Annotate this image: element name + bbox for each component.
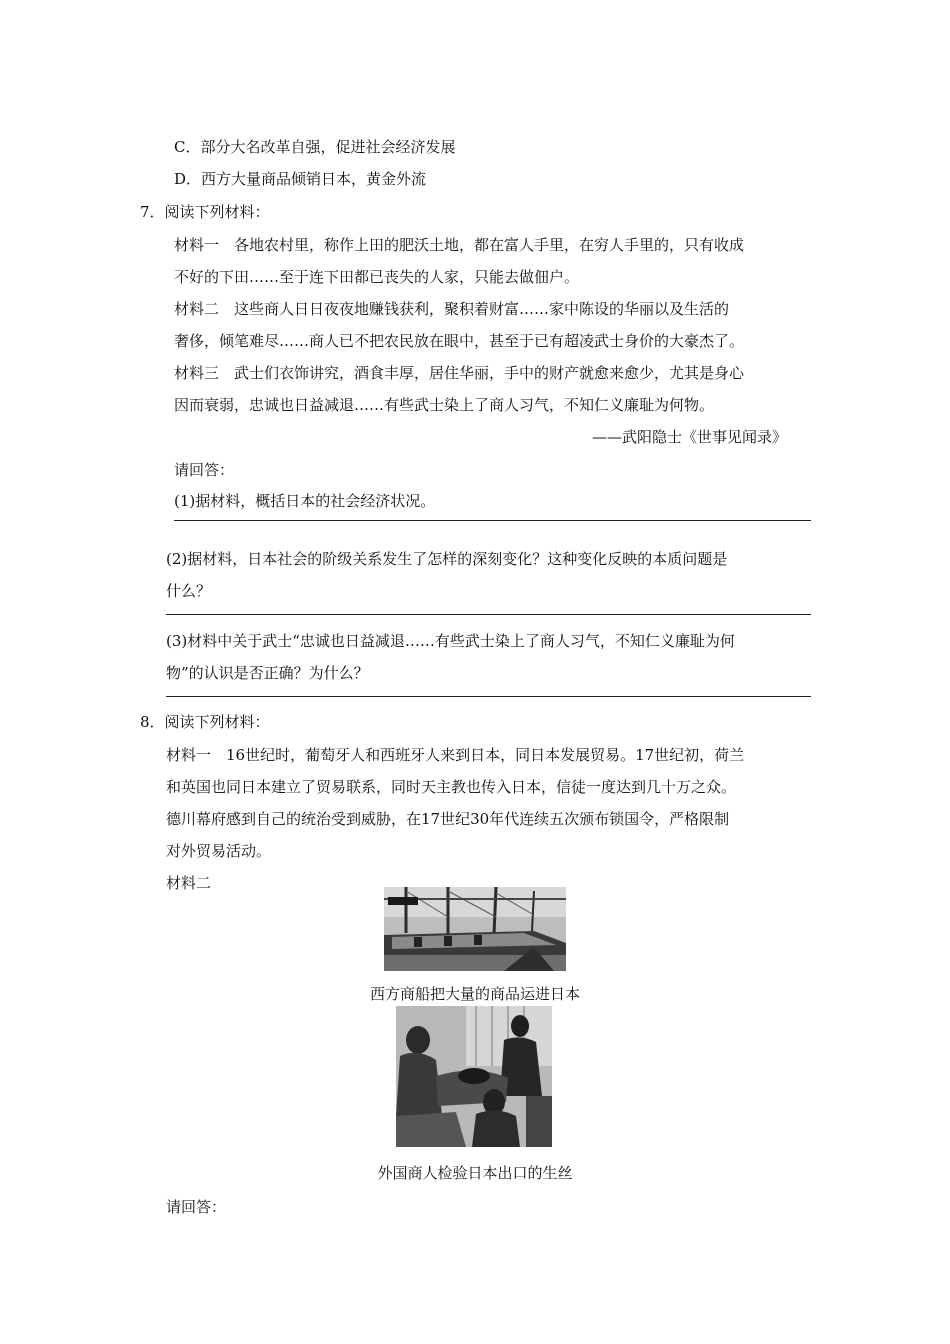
q7-material1-line2: 不好的下田……至于连下田都已丧失的人家，只能去做佃户。 [174, 268, 580, 286]
answer-line-1[interactable] [174, 520, 811, 521]
q7-sub2-line2: 什么？ [166, 582, 212, 600]
q7-sub2-line1: (2)据材料，日本社会的阶级关系发生了怎样的深刻变化？这种变化反映的本质问题是 [166, 550, 728, 568]
q8-material1-line2: 和英国也同日本建立了贸易联系，同时天主教也传入日本，信徒一度达到几十万之众。 [166, 778, 737, 796]
q8-material1-line4: 对外贸易活动。 [166, 842, 272, 860]
image2-caption: 外国商人检验日本出口的生丝 [377, 1164, 573, 1182]
q8-material1-line1: 材料一 16世纪时，葡萄牙人和西班牙人来到日本，同日本发展贸易。17世纪初，荷兰 [166, 746, 745, 764]
q7-material2-line1: 材料二 这些商人日日夜夜地赚钱获利，聚积着财富……家中陈设的华丽以及生活的 [174, 300, 730, 318]
answer-line-3[interactable] [166, 696, 811, 697]
q7-stem: 7．阅读下列材料： [140, 203, 270, 221]
q6-option-d: D．西方大量商品倾销日本，黄金外流 [174, 170, 427, 188]
q7-sub3-line1: (3)材料中关于武士“忠诚也日益减退……有些武士染上了商人习气，不知仁义廉耻为何 [166, 632, 735, 650]
q7-material1-line1: 材料一 各地农村里，称作上田的肥沃土地，都在富人手里，在穷人手里的，只有收成 [174, 236, 745, 254]
q7-source: ——武阳隐士《世事见闻录》 [592, 428, 788, 446]
q8-stem: 8．阅读下列材料： [140, 713, 270, 731]
q7-material3-line1: 材料三 武士们衣饰讲究，酒食丰厚，居住华丽，手中的财产就愈来愈少，尤其是身心 [174, 364, 745, 382]
q8-prompt: 请回答： [166, 1198, 227, 1216]
q6-option-c: C．部分大名改革自强，促进社会经济发展 [174, 138, 456, 156]
q7-sub3-line2: 物”的认识是否正确？为什么？ [166, 664, 369, 682]
image1-caption: 西方商船把大量的商品运进日本 [369, 985, 580, 1003]
q7-material3-line2: 因而衰弱，忠诚也日益减退……有些武士染上了商人习气，不知仁义廉耻为何物。 [174, 396, 715, 414]
q7-material2-line2: 奢侈，倾笔难尽……商人已不把农民放在眼中，甚至于已有超凌武士身价的大豪杰了。 [174, 332, 745, 350]
silk-inspection-photo [396, 1006, 552, 1147]
q7-prompt: 请回答： [174, 461, 235, 479]
q8-material2-label: 材料二 [166, 874, 212, 892]
q8-material1-line3: 德川幕府感到自己的统治受到威胁，在17世纪30年代连续五次颁布锁国令，严格限制 [166, 810, 730, 828]
answer-line-2[interactable] [166, 614, 811, 615]
merchant-ship-photo [384, 887, 566, 971]
q7-sub1: (1)据材料，概括日本的社会经济状况。 [174, 492, 436, 510]
